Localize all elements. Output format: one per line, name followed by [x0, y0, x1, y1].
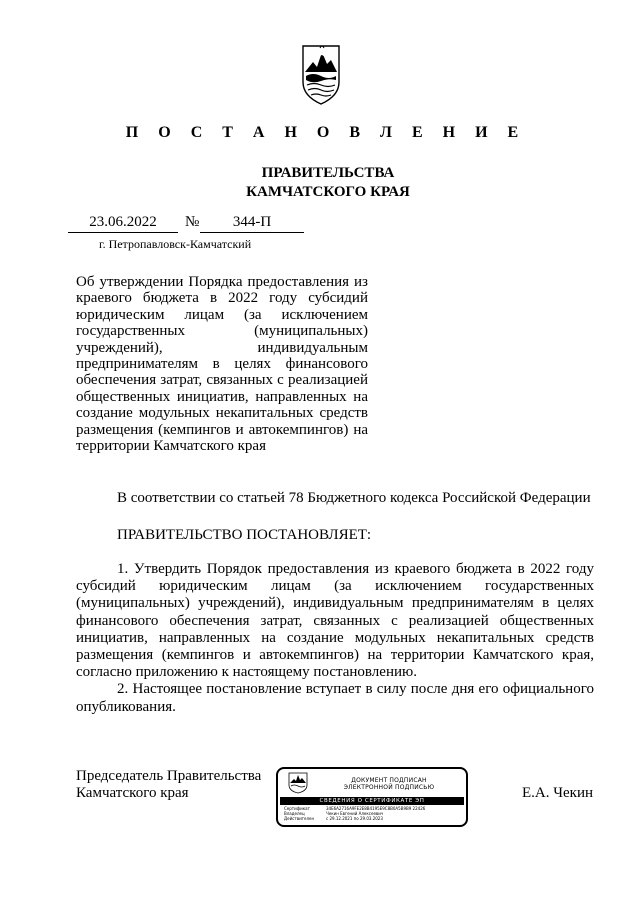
stamp-emblem-icon: [288, 772, 308, 794]
resolution-item-1: 1. Утвердить Порядок предоставления из краевого бюджета в 2022 году субсидий юридическим лицам (за исключением государственных (муниципальных) учреждений), индивидуальным предпринимателям в целях финансового обеспечения затрат, связанных с реализацией общественных инициатив, направленных на создание модульных некапитальных средств размещения (кемпингов и автокемпингов) на территории Камчатского края, согласно приложению к настоящему постановлению.: [76, 561, 594, 681]
stamp-owner-label: Владелец: [284, 811, 305, 816]
stamp-cert-value: 34E6A2716A9FE2E8B4195E9C8B0A5B9B9 22426: [326, 806, 426, 811]
stamp-title-line-1: ДОКУМЕНТ ПОДПИСАН: [351, 777, 427, 784]
stamp-title-line-2: ЭЛЕКТРОННОЙ ПОДПИСЬЮ: [343, 784, 435, 791]
stamp-title: [324, 777, 454, 791]
issuer-heading: [0, 164, 640, 202]
stamp-valid-row: [284, 816, 383, 821]
issuer-line-1: ПРАВИТЕЛЬСТВА: [261, 165, 395, 181]
signer-position: [76, 768, 261, 802]
document-date: 23.06.2022: [68, 214, 178, 233]
stamp-valid-value: с 29.12.2021 по 29.03.2023: [326, 816, 383, 821]
signer-position-line-2: Камчатского края: [76, 785, 189, 801]
signer-position-line-1: Председатель Правительства: [76, 768, 262, 784]
document-number: 344-П: [200, 214, 304, 233]
resolution-item-2: 2. Настоящее постановление вступает в силу после дня его официального опубликования.: [76, 681, 594, 715]
stamp-owner-value: Чекин Евгений Алексеевич: [326, 811, 384, 816]
document-city: г. Петропавловск-Камчатский: [99, 237, 252, 251]
signer-name: Е.А. Чекин: [522, 785, 593, 801]
legal-basis: В соответствии со статьей 78 Бюджетного кодекса Российской Федерации: [117, 490, 591, 506]
issuer-line-2: КАМЧАТСКОГО КРАЯ: [246, 184, 410, 200]
stamp-cert-label: Сертификат: [284, 806, 310, 811]
document-subject: Об утверждении Порядка предоставления из краевого бюджета в 2022 году субсидий юридическим лицам (за исключением государственных (муниципальных) учреждений), индивидуальным предпринимателям в целях финансового обеспечения затрат, связанных с реализацией общественных инициатив, направленных на создание модульных некапитальных средств размещения (кемпингов и автокемпингов) на территории Камчатского края: [76, 274, 368, 455]
stamp-certificate-bar: СВЕДЕНИЯ О СЕРТИФИКАТЕ ЭП: [280, 797, 464, 805]
stamp-valid-label: Действителен: [284, 816, 315, 821]
resolution-heading: ПРАВИТЕЛЬСТВО ПОСТАНОВЛЯЕТ:: [117, 527, 372, 543]
electronic-signature-stamp: [276, 767, 468, 827]
coat-of-arms-emblem: [299, 42, 343, 106]
resolution-body: [76, 561, 594, 716]
number-sign: №: [185, 214, 200, 230]
document-type-title: П О С Т А Н О В Л Е Н И Е: [125, 124, 527, 141]
